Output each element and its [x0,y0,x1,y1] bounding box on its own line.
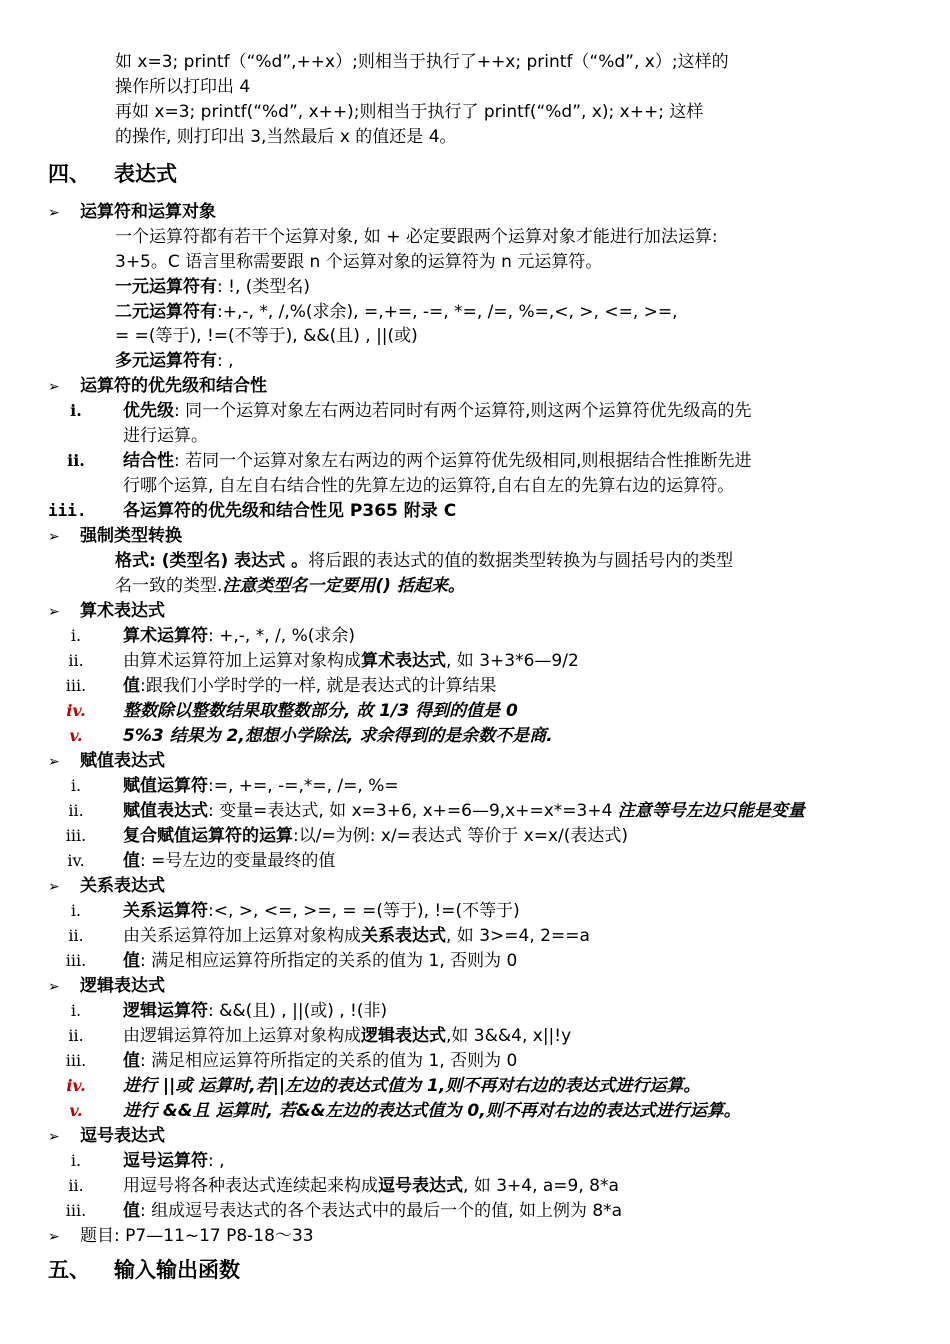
item-label: 关系表达式 [361,926,446,946]
item-label: 算术表达式 [361,651,446,671]
section-title: 输入输出函数 [114,1258,240,1282]
exercise-text: 题目: P7—11~17 P8-18～33 [80,1226,314,1246]
bullet-cast [48,524,182,548]
heading-arith: 算术表达式 [80,601,165,621]
item-label: 结合性 [123,451,174,471]
list-item [123,1024,571,1048]
item-label: 复合赋值运算符的运算 [123,826,293,846]
section-heading-5 [48,1256,240,1284]
item-number: iv. [66,701,86,720]
list-item [123,849,335,873]
priority-item-cont: 进行运算。 [123,426,208,446]
item-text: ,如 3&&4, x||!y [446,1026,572,1046]
heading-logic: 逻辑表达式 [80,976,165,996]
list-item [123,924,590,948]
operators-para-1: 一个运算符都有若干个运算对象, 如 + 必定要跟两个运算对象才能进行加法运算: [115,227,718,247]
item-label: 关系运算符 [123,901,208,921]
heading-comma: 逗号表达式 [80,1126,165,1146]
item-label: 赋值表达式 [123,801,208,821]
intro-line-4: 的操作, 则打印出 3,当然最后 x 的值还是 4。 [115,127,457,147]
item-number: v. [69,726,83,745]
item-text: : 满足相应运算符所指定的关系的值为 1, 否则为 0 [140,951,518,971]
item-number: ii. [68,1026,84,1045]
bullet-relation [48,874,165,898]
item-text: :<, >, <=, >=, = =(等于), !=(不等于) [208,901,520,921]
cast-format [115,549,733,573]
arrow-bullet-icon: ➢ [48,379,60,395]
list-item [123,624,355,648]
arrow-bullet-icon: ➢ [48,754,60,770]
bullet-arith [48,599,165,623]
item-number: ii. [68,801,84,820]
arrow-bullet-icon: ➢ [48,1229,60,1245]
item-text: , 如 3>=4, 2==a [446,926,590,946]
item-text: : =号左边的变量最终的值 [140,851,336,871]
bullet-comma [48,1124,165,1148]
list-item [123,799,805,823]
item-label: 逻辑表达式 [361,1026,446,1046]
item-pre: 用逗号将各种表达式连续起来构成 [123,1176,378,1196]
binary-operators [115,300,678,324]
list-item [123,1149,225,1173]
item-number: i. [70,901,82,920]
item-text: , 如 3+4, a=9, 8*a [463,1176,619,1196]
item-number: i. [70,776,82,795]
list-item-note: 5%3 结果为 2,想想小学除法, 求余得到的是余数不是商. [123,726,553,746]
list-item [123,899,520,923]
cast-format-text: 将后跟的表达式的值的数据类型转换为与圆括号内的类型 [308,551,734,571]
item-label: 逗号运算符 [123,1151,208,1171]
multi-label: 多元运算符有 [115,351,217,371]
list-item-note: 进行 &&且 运算时, 若&&左边的表达式值为 0,则不再对右边的表达式进行运算。 [123,1101,741,1121]
arrow-bullet-icon: ➢ [48,979,60,995]
unary-text: : !, (类型名) [217,277,311,297]
list-item [123,824,628,848]
section-heading-4 [48,160,177,188]
heading-relation: 关系表达式 [80,876,165,896]
arrow-bullet-icon: ➢ [48,879,60,895]
list-item [123,1199,622,1223]
item-number: iii. [48,501,87,520]
item-number: ii. [68,651,84,670]
section-number: 五、 [48,1258,90,1282]
item-number: iii. [65,951,87,970]
item-number: iv. [66,1076,86,1095]
list-item-note: 进行 ||或 运算时,若||左边的表达式值为 1,则不再对右边的表达式进行运算。 [123,1076,701,1096]
associativity-item-cont: 行哪个运算, 自左自右结合性的先算左边的运算符,自右自左的先算右边的运算符。 [123,476,735,496]
heading-cast: 强制类型转换 [80,526,182,546]
list-item [123,774,399,798]
item-text: :以/=为例: x/=表达式 等价于 x=x/(表达式) [293,826,629,846]
item-text: : 变量=表达式, 如 x=3+6, x+=6—9,x+=x*=3+4 [208,801,618,821]
item-label: 值 [123,851,140,871]
unary-label: 一元运算符有 [115,277,217,297]
arrow-bullet-icon: ➢ [48,529,60,545]
item-text: : , [208,1151,225,1171]
item-pre: 由算术运算符加上运算对象构成 [123,651,361,671]
item-number: i. [70,626,82,645]
bullet-logic [48,974,165,998]
multi-operators [115,349,234,373]
appendix-reference: 各运算符的优先级和结合性见 P365 附录 C [123,501,457,521]
section-title: 表达式 [114,162,177,186]
item-number: iii. [65,676,87,695]
intro-line-2: 操作所以打印出 4 [115,77,251,97]
item-text: :=, +=, -=,*=, /=, %= [208,776,399,796]
heading-priority: 运算符的优先级和结合性 [80,376,267,396]
item-number: iii. [65,826,87,845]
item-label: 逻辑运算符 [123,1001,208,1021]
heading-assign: 赋值表达式 [80,751,165,771]
item-number: ii. [68,1176,84,1195]
list-item [123,649,579,673]
item-label: 优先级 [123,401,174,421]
binary-label: 二元运算符有 [115,302,217,322]
cast-text: 名一致的类型. [115,576,223,596]
item-pre: 由逻辑运算符加上运算对象构成 [123,1026,361,1046]
item-number: v. [69,1101,83,1120]
item-number: i. [70,401,82,420]
multi-text: : , [217,351,234,371]
item-pre: 由关系运算符加上运算对象构成 [123,926,361,946]
item-number: iii. [65,1201,87,1220]
item-number: iii. [65,1051,87,1070]
item-text: : 满足相应运算符所指定的关系的值为 1, 否则为 0 [140,1051,518,1071]
item-text: : 组成逗号表达式的各个表达式中的最后一个的值, 如上例为 8*a [140,1201,623,1221]
operators-para-2: 3+5。C 语言里称需要跟 n 个运算对象的运算符为 n 元运算符。 [115,252,603,272]
item-label: 逗号表达式 [378,1176,463,1196]
cast-format-label: 格式: (类型名) 表达式 。 [115,551,309,571]
item-number: ii. [68,926,84,945]
associativity-item [123,449,752,473]
exercise-line [48,1224,314,1248]
arrow-bullet-icon: ➢ [48,205,60,221]
item-text: : +,-, *, /, %(求余) [208,626,355,646]
item-number: iv. [67,851,85,870]
item-number: i. [70,1151,82,1170]
bullet-priority [48,374,267,398]
list-item-note: 整数除以整数结果取整数部分, 故 1/3 得到的值是 0 [123,701,518,721]
item-label: 值 [123,1051,140,1071]
item-text: :跟我们小学时学的一样, 就是表达式的计算结果 [140,676,497,696]
item-text: : 若同一个运算对象左右两边的两个运算符优先级相同,则根据结合性推断先进 [174,451,752,471]
item-number: ii. [67,451,85,470]
item-label: 值 [123,951,140,971]
list-item [123,999,387,1023]
bullet-operators [48,200,216,224]
item-text: : 同一个运算对象左右两边若同时有两个运算符,则这两个运算符优先级高的先 [174,401,752,421]
item-label: 算术运算符 [123,626,208,646]
item-label: 值 [123,1201,140,1221]
list-item [123,949,517,973]
item-label: 值 [123,676,140,696]
item-text: , 如 3+3*6—9/2 [446,651,579,671]
list-item [123,1049,517,1073]
binary-operators-cont: = =(等于), !=(不等于), &&(且) , ||(或) [115,326,418,346]
item-note: 注意等号左边只能是变量 [617,801,805,821]
list-item [123,674,497,698]
arrow-bullet-icon: ➢ [48,604,60,620]
heading-operators: 运算符和运算对象 [80,202,216,222]
arrow-bullet-icon: ➢ [48,1129,60,1145]
section-number: 四、 [48,162,90,186]
item-number: i. [70,1001,82,1020]
cast-format-cont [115,574,465,598]
binary-text: :+,-, *, /,%(求余), =,+=, -=, *=, /=, %=,<, >, <=, >=, [217,302,678,322]
list-item [123,1174,619,1198]
unary-operators [115,275,310,299]
cast-note: 注意类型名一定要用() 括起来。 [222,576,465,596]
intro-line-1: 如 x=3; printf（“%d”,++x）;则相当于执行了++x; printf（“%d”, x）;这样的 [115,52,729,72]
item-text: : &&(且) , ||(或) , !(非) [208,1001,388,1021]
bullet-assign [48,749,165,773]
item-label: 赋值运算符 [123,776,208,796]
priority-item [123,399,752,423]
intro-line-3: 再如 x=3; printf(“%d”, x++);则相当于执行了 printf(“%d”, x); x++; 这样 [115,102,704,122]
